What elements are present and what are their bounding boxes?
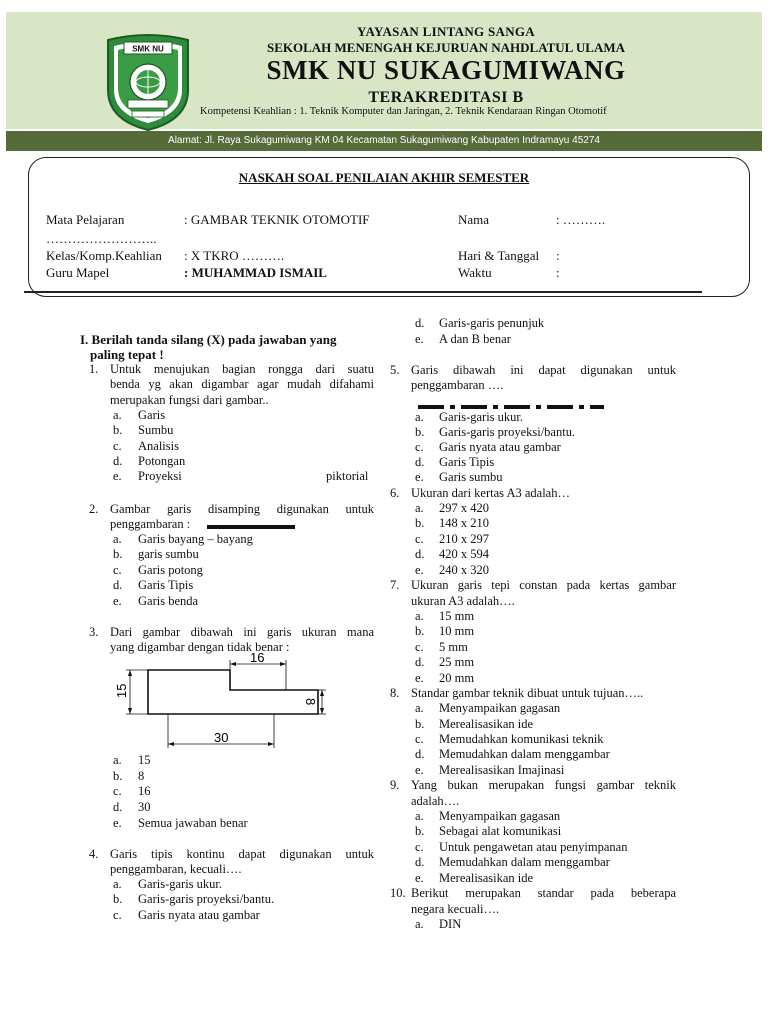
q8-text-line1: Standar gambar teknik dibuat untuk tujuan….. [411,686,644,700]
q4-letter-b: b. [113,892,123,906]
q8-letter-d: d. [415,747,425,761]
letterhead [6,12,762,129]
name-dots: …………………….. [46,231,157,246]
q4-letter-d: d. [415,316,425,330]
q9-letter-d: d. [415,855,425,869]
q9-letter-e: e. [415,871,424,885]
q9-option-b: Sebagai alat komunikasi [439,824,562,838]
q6-option-d: 420 x 594 [439,547,489,561]
q2-text-line1: Gambar garis disamping digunakan untuk [110,502,374,516]
q6-option-c: 210 x 297 [439,532,489,546]
thick-line-figure [207,525,295,529]
q3-option-d: 30 [138,800,151,814]
q2-letter-c: c. [113,563,122,577]
q7-letter-a: a. [415,609,424,623]
q5-text-line1: Garis dibawah ini dapat digunakan untuk [411,363,676,377]
q10-text-line1: Berikut merupakan standar pada beberapa [411,886,676,900]
q5-letter-e: e. [415,470,424,484]
time-value: : [556,265,560,280]
q9-option-c: Untuk pengawetan atau penyimpanan [439,840,628,854]
q9-letter-c: c. [415,840,424,854]
q9-letter-a: a. [415,809,424,823]
q1-letter-c: c. [113,439,122,453]
q1-letter-d: d. [113,454,123,468]
date-value: : [556,248,560,263]
q9-text-line1: Yang bukan merupakan fungsi gambar teknik [411,778,676,792]
q3-option-a: 15 [138,753,151,767]
q7-letter-d: d. [415,655,425,669]
competencies: Kompetensi Keahlian : 1. Teknik Komputer dan Jaringan, 2. Teknik Kendaraan Ringan Otomotif [200,106,607,117]
q6-option-a: 297 x 420 [439,501,489,515]
q5-option-d: Garis Tipis [439,455,495,469]
q1-text-line1: Untuk menujukan bagian rongga dari suatu [110,362,374,376]
dim-15-label: 15 [114,683,129,698]
q1-number: 1. [89,362,99,376]
q2-letter-e: e. [113,594,122,608]
divider [24,291,702,293]
q2-letter-d: d. [113,578,123,592]
q6-letter-a: a. [415,501,424,515]
subject-value: : GAMBAR TEKNIK OTOMOTIF [184,212,370,227]
q8-option-e: Merealisasikan Imajinasi [439,763,565,777]
q8-option-d: Memudahkan dalam menggambar [439,747,610,761]
q6-letter-b: b. [415,516,425,530]
q5-letter-c: c. [415,440,424,454]
q10-letter-a: a. [415,917,424,931]
q1-option-c: Analisis [138,439,179,453]
q5-letter-d: d. [415,455,425,469]
q6-text-line1: Ukuran dari kertas A3 adalah… [411,486,570,500]
q5-option-e: Garis sumbu [439,470,503,484]
q4-letter-c: c. [113,908,122,922]
class-label: Kelas/Komp.Keahlian [46,248,162,263]
q4-option-a: Garis-garis ukur. [138,877,223,891]
q8-letter-e: e. [415,763,424,777]
q6-number: 6. [390,486,400,500]
q9-option-a: Menyampaikan gagasan [439,809,561,823]
q8-letter-b: b. [415,717,425,731]
q5-letter-a: a. [415,410,424,424]
q1-text-line2: benda yg akan digambar agar mudah difahami [110,377,374,391]
q1-option-a: Garis [138,408,166,422]
q7-letter-c: c. [415,640,424,654]
q6-option-e: 240 x 320 [439,563,489,577]
q3-letter-b: b. [113,769,123,783]
q1-letter-b: b. [113,423,123,437]
q3-text-line1: Dari gambar dibawah ini garis ukuran mana [110,625,374,639]
class-value: : X TKRO ………. [184,248,285,263]
q8-number: 8. [390,686,400,700]
q2-option-c: Garis potong [138,563,203,577]
instructions-line1: I. Berilah tanda silang (X) pada jawaban yang [80,332,337,347]
q1-letter-e: e. [113,469,122,483]
q3-letter-d: d. [113,800,123,814]
q5-text-line2: penggambaran …. [411,378,504,392]
q7-text-line1: Ukuran garis tepi constan pada kertas gambar [411,578,676,592]
q7-letter-b: b. [415,624,425,638]
q6-letter-c: c. [415,532,424,546]
q9-number: 9. [390,778,400,792]
q3-option-b: 8 [138,769,145,783]
q2-number: 2. [89,502,99,516]
q5-letter-b: b. [415,425,425,439]
teacher-label: Guru Mapel [46,265,110,280]
q7-option-c: 5 mm [439,640,468,654]
school-logo-icon [102,32,194,132]
q7-letter-e: e. [415,671,424,685]
name-value: : ………. [556,212,606,227]
q5-option-a: Garis-garis ukur. [439,410,524,424]
q4-option-e: A dan B benar [439,332,511,346]
q1-text-line3: merupakan fungsi dari gambar.. [110,393,269,407]
q7-option-a: 15 mm [439,609,475,623]
q7-number: 7. [390,578,400,592]
school-full-name: SEKOLAH MENENGAH KEJURUAN NAHDLATUL ULAMA [266,40,625,55]
name-label: Nama [458,212,490,227]
q9-option-e: Merealisasikan ide [439,871,534,885]
teacher-value: : MUHAMMAD ISMAIL [184,265,327,280]
q6-letter-e: e. [415,563,424,577]
dimension-drawing [108,652,330,752]
school-name: SMK NU SUKAGUMIWANG [266,55,626,85]
q3-letter-a: a. [113,753,122,767]
dim-16-label: 16 [250,652,265,665]
q7-option-e: 20 mm [439,671,475,685]
q7-option-d: 25 mm [439,655,475,669]
q2-option-d: Garis Tipis [138,578,194,592]
dim-8-label: 8 [303,698,318,706]
q3-number: 3. [89,625,99,639]
q4-text-line1: Garis tipis kontinu dapat digunakan untuk [110,847,374,861]
subject-label: Mata Pelajaran [46,212,125,227]
q2-letter-b: b. [113,547,123,561]
q5-option-b: Garis-garis proyeksi/bantu. [439,425,576,439]
q4-letter-a: a. [113,877,122,891]
q2-option-e: Garis benda [138,594,199,608]
q8-letter-c: c. [415,732,424,746]
q4-number: 4. [89,847,99,861]
q5-number: 5. [390,363,400,377]
q1-option-e: Proyeksi [138,469,182,483]
q4-option-d: Garis-garis penunjuk [439,316,545,330]
q4-option-b: Garis-garis proyeksi/bantu. [138,892,275,906]
q8-letter-a: a. [415,701,424,715]
q5-option-c: Garis nyata atau gambar [439,440,561,454]
q3-text-line2: yang digambar dengan tidak benar : [110,640,290,654]
q7-text-line2: ukuran A3 adalah…. [411,594,515,608]
q8-option-b: Merealisasikan ide [439,717,534,731]
q2-option-a: Garis bayang – bayang [138,532,253,546]
date-label: Hari & Tanggal [458,248,540,263]
q2-letter-a: a. [113,532,122,546]
q7-option-b: 10 mm [439,624,475,638]
q3-option-c: 16 [138,784,151,798]
q3-letter-e: e. [113,816,122,830]
q1-option-b: Sumbu [138,423,174,437]
q8-option-a: Menyampaikan gagasan [439,701,561,715]
q4-text-line2: penggambaran, kecuali…. [110,862,242,876]
q1-option-d: Potongan [138,454,186,468]
q2-option-b: garis sumbu [138,547,199,561]
q10-option-a: DIN [439,917,462,931]
dim-30-label: 30 [214,730,229,745]
q9-letter-b: b. [415,824,425,838]
accreditation: TERAKREDITASI B [368,89,524,106]
time-label: Waktu [458,265,492,280]
q1-letter-a: a. [113,408,122,422]
q8-option-c: Memudahkan komunikasi teknik [439,732,604,746]
q3-option-e: Semua jawaban benar [138,816,248,830]
q6-option-b: 148 x 210 [439,516,489,530]
exam-title: NASKAH SOAL PENILAIAN AKHIR SEMESTER [238,170,530,185]
foundation-name: YAYASAN LINTANG SANGA [357,24,535,39]
q6-letter-d: d. [415,547,425,561]
q9-option-d: Memudahkan dalam menggambar [439,855,610,869]
q9-text-line2: adalah…. [411,794,460,808]
q4-letter-e: e. [415,332,424,346]
instructions-line2: paling tepat ! [90,347,164,362]
address-bar: Alamat: Jl. Raya Sukagumiwang KM 04 Kecamatan Sukagumiwang Kabupaten Indramayu 45274 [6,131,762,151]
q1-tail: piktorial [326,469,369,483]
logo-text: SMK NU [132,44,164,54]
q2-text-line2: penggambaran : [110,517,191,531]
q10-text-line2: negara kecuali…. [411,902,500,916]
q4-option-c: Garis nyata atau gambar [138,908,260,922]
q3-letter-c: c. [113,784,122,798]
q10-number: 10. [390,886,406,900]
